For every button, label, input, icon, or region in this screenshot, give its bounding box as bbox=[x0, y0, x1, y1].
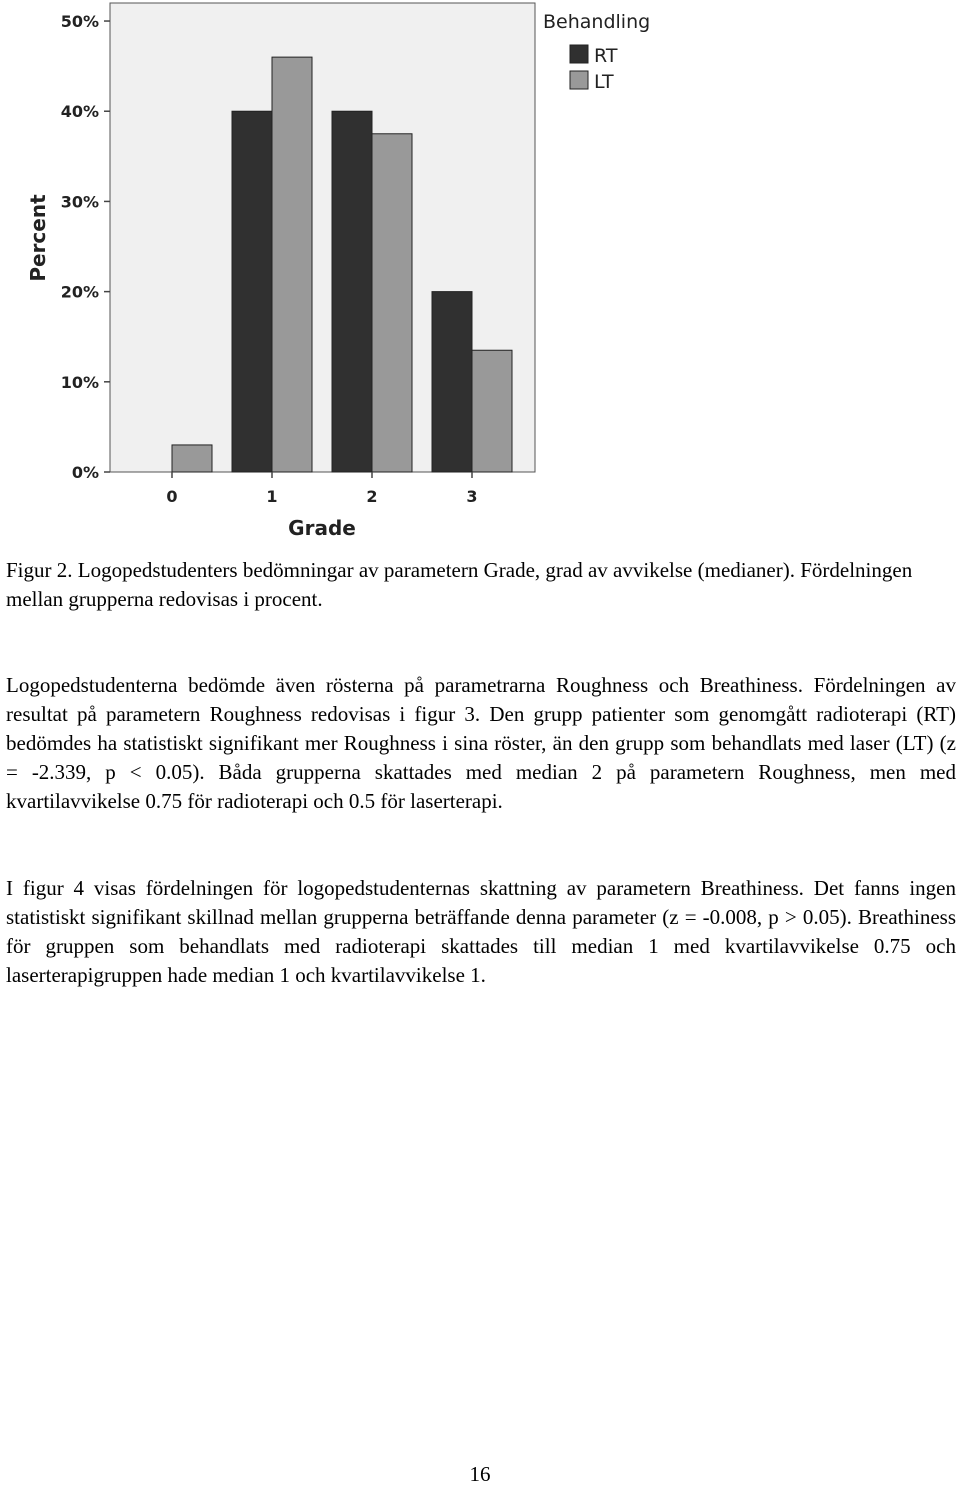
x-axis bbox=[166, 472, 477, 506]
paragraph-breathiness: I figur 4 visas fördelningen för logopedstudenternas skattning av parametern Breathiness. Det fanns ingen statistiskt signifikant skillnad mellan grupperna beträffande denna parameter (z = -0.008, p > 0.05). Breathiness för gruppen som behandlats med radioterapi skattades till median 1 med kvartilavvikelse 0.75 och laserterapigruppen hade median 1 och kvartilavvikelse 1. bbox=[6, 876, 956, 987]
legend-swatch-rt bbox=[570, 45, 588, 63]
figure-caption-label: Figur 2. bbox=[6, 558, 73, 582]
legend-label-rt: RT bbox=[594, 45, 618, 67]
figure-caption-text: Logopedstudenters bedömningar av parametern Grade, grad av avvikelse (medianer). Fördelningen mellan grupperna redovisas i procent. bbox=[6, 558, 913, 611]
legend-swatch-lt bbox=[570, 71, 588, 89]
x-tick-label-1: 1 bbox=[266, 487, 278, 506]
x-tick-label-3: 3 bbox=[466, 487, 478, 506]
y-axis bbox=[61, 12, 110, 482]
legend-label-lt: LT bbox=[594, 71, 614, 93]
y-tick-label-10: 10% bbox=[60, 372, 99, 392]
bar-rt-grade-1 bbox=[232, 111, 272, 472]
x-tick-label-2: 2 bbox=[366, 487, 378, 506]
paragraph-roughness: Logopedstudenterna bedömde även rösterna på parametrarna Roughness och Breathiness. Fördelningen av resultat på parametern Roughness redovisas i figur 3. Den grupp patienter som genomgått radioterapi (RT) bedömdes ha statistiskt signifikant mer Roughness i sina röster, än den grupp som behandlats med laser (LT) (z = -2.339, p < 0.05). Båda grupperna skattades med median 2 på parametern Roughness, men med kvartilavvikelse 0.75 för radioterapi och 0.5 för laserterapi. bbox=[6, 673, 956, 813]
bar-lt-grade-1 bbox=[272, 57, 312, 472]
legend-title: Behandling bbox=[543, 11, 651, 33]
bar-lt-grade-3 bbox=[472, 350, 512, 472]
bar-lt-grade-0 bbox=[172, 445, 212, 472]
page-number: 16 bbox=[469, 1462, 491, 1486]
y-axis-label: Percent bbox=[26, 194, 50, 282]
bar-rt-grade-2 bbox=[332, 111, 372, 472]
y-tick-label-0: 0% bbox=[71, 463, 99, 482]
y-tick-label-40: 40% bbox=[60, 102, 99, 122]
y-tick-label-20: 20% bbox=[60, 282, 99, 302]
bar-rt-grade-3 bbox=[432, 292, 472, 472]
figure-caption bbox=[6, 556, 956, 614]
grade-bar-chart bbox=[0, 0, 960, 550]
bar-lt-grade-2 bbox=[372, 134, 412, 472]
y-tick-label-30: 30% bbox=[60, 192, 99, 212]
legend bbox=[543, 11, 650, 93]
x-tick-label-0: 0 bbox=[166, 487, 178, 506]
x-axis-label: Grade bbox=[288, 516, 356, 540]
y-tick-label-50: 50% bbox=[60, 12, 99, 32]
